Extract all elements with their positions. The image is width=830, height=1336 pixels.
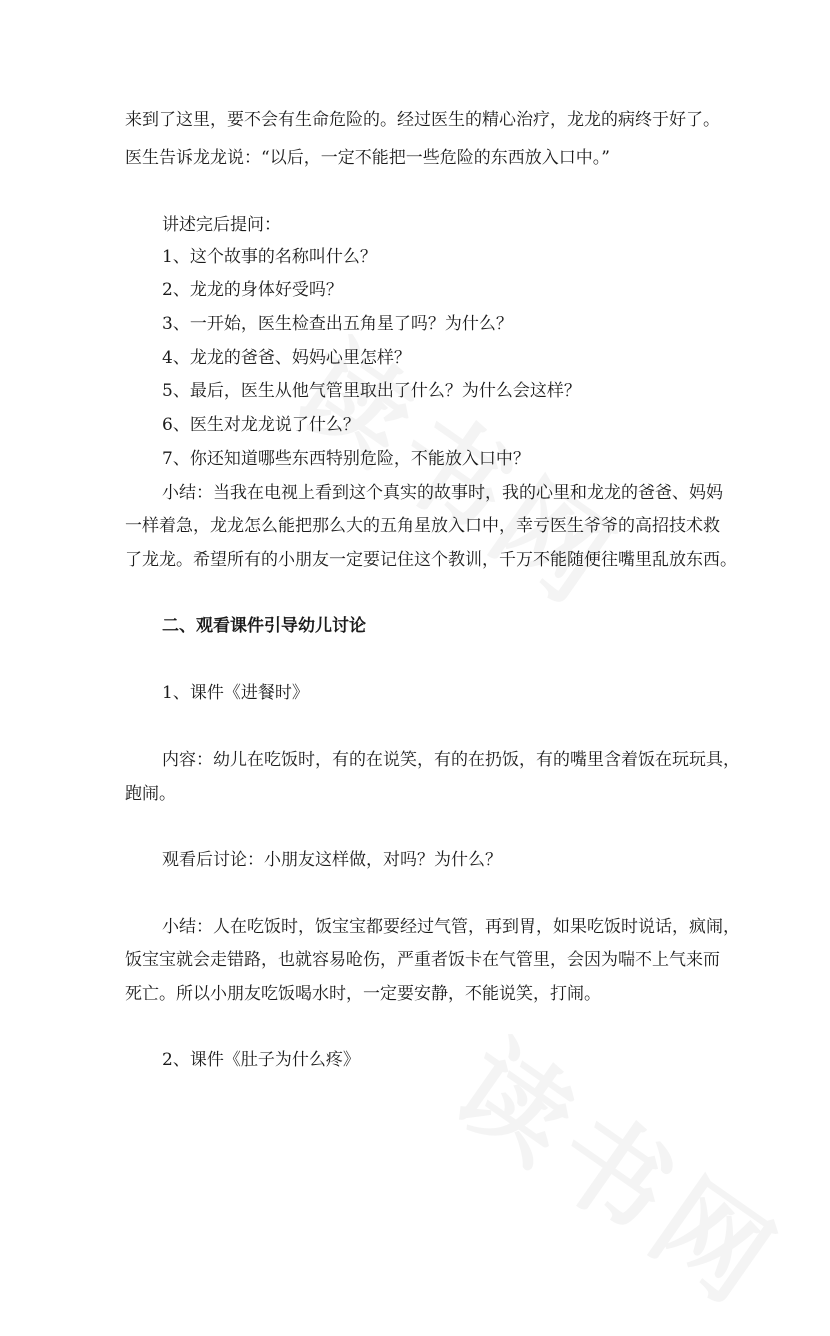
summary-line: 小结：人在吃饭时，饭宝宝都要经过气管，再到胃，如果吃饭时说话，疯闹， <box>162 917 740 937</box>
content-line: 内容：幼儿在吃饭时，有的在说笑，有的在扔饭，有的嘴里含着饭在玩玩具， <box>162 750 740 770</box>
question-item: 6、医生对龙龙说了什么？ <box>162 415 360 435</box>
question-item: 4、龙龙的爸爸、妈妈心里怎样？ <box>162 348 411 368</box>
question-item: 3、一开始，医生检查出五角星了吗？为什么？ <box>162 314 513 334</box>
subsection-heading: 2、课件《肚子为什么疼》 <box>162 1050 360 1070</box>
content-line: 跑闹。 <box>125 784 176 804</box>
paragraph-line: 来到了这里，要不会有生命危险的。经过医生的精心治疗，龙龙的病终于好了。 <box>125 110 720 130</box>
summary-line: 一样着急，龙龙怎么能把那么大的五角星放入口中，幸亏医生爷爷的高招技术救 <box>125 516 720 536</box>
summary-line: 了龙龙。希望所有的小朋友一定要记住这个教训，千万不能随便往嘴里乱放东西。 <box>125 550 737 570</box>
section-heading: 二、观看课件引导幼儿讨论 <box>162 616 366 636</box>
question-item: 1、这个故事的名称叫什么？ <box>162 247 377 267</box>
discussion-line: 观看后讨论：小朋友这样做，对吗？为什么？ <box>162 850 502 870</box>
subsection-heading: 1、课件《进餐时》 <box>162 683 309 703</box>
paragraph-line: 医生告诉龙龙说：“以后，一定不能把一些危险的东西放入口中。” <box>125 148 610 168</box>
summary-line: 饭宝宝就会走错路，也就容易呛伤，严重者饭卡在气管里，会因为喘不上气来而 <box>125 950 720 970</box>
summary-line: 死亡。所以小朋友吃饭喝水时，一定要安静，不能说笑，打闹。 <box>125 984 601 1004</box>
question-item: 7、你还知道哪些东西特别危险，不能放入口中？ <box>162 449 530 469</box>
summary-line: 小结：当我在电视上看到这个真实的故事时，我的心里和龙龙的爸爸、妈妈 <box>162 483 723 503</box>
watermark <box>429 1000 815 1336</box>
question-item: 5、最后，医生从他气管里取出了什么？为什么会这样？ <box>162 381 581 401</box>
section-label: 讲述完后提问： <box>162 215 281 235</box>
question-item: 2、龙龙的身体好受吗？ <box>162 280 343 300</box>
